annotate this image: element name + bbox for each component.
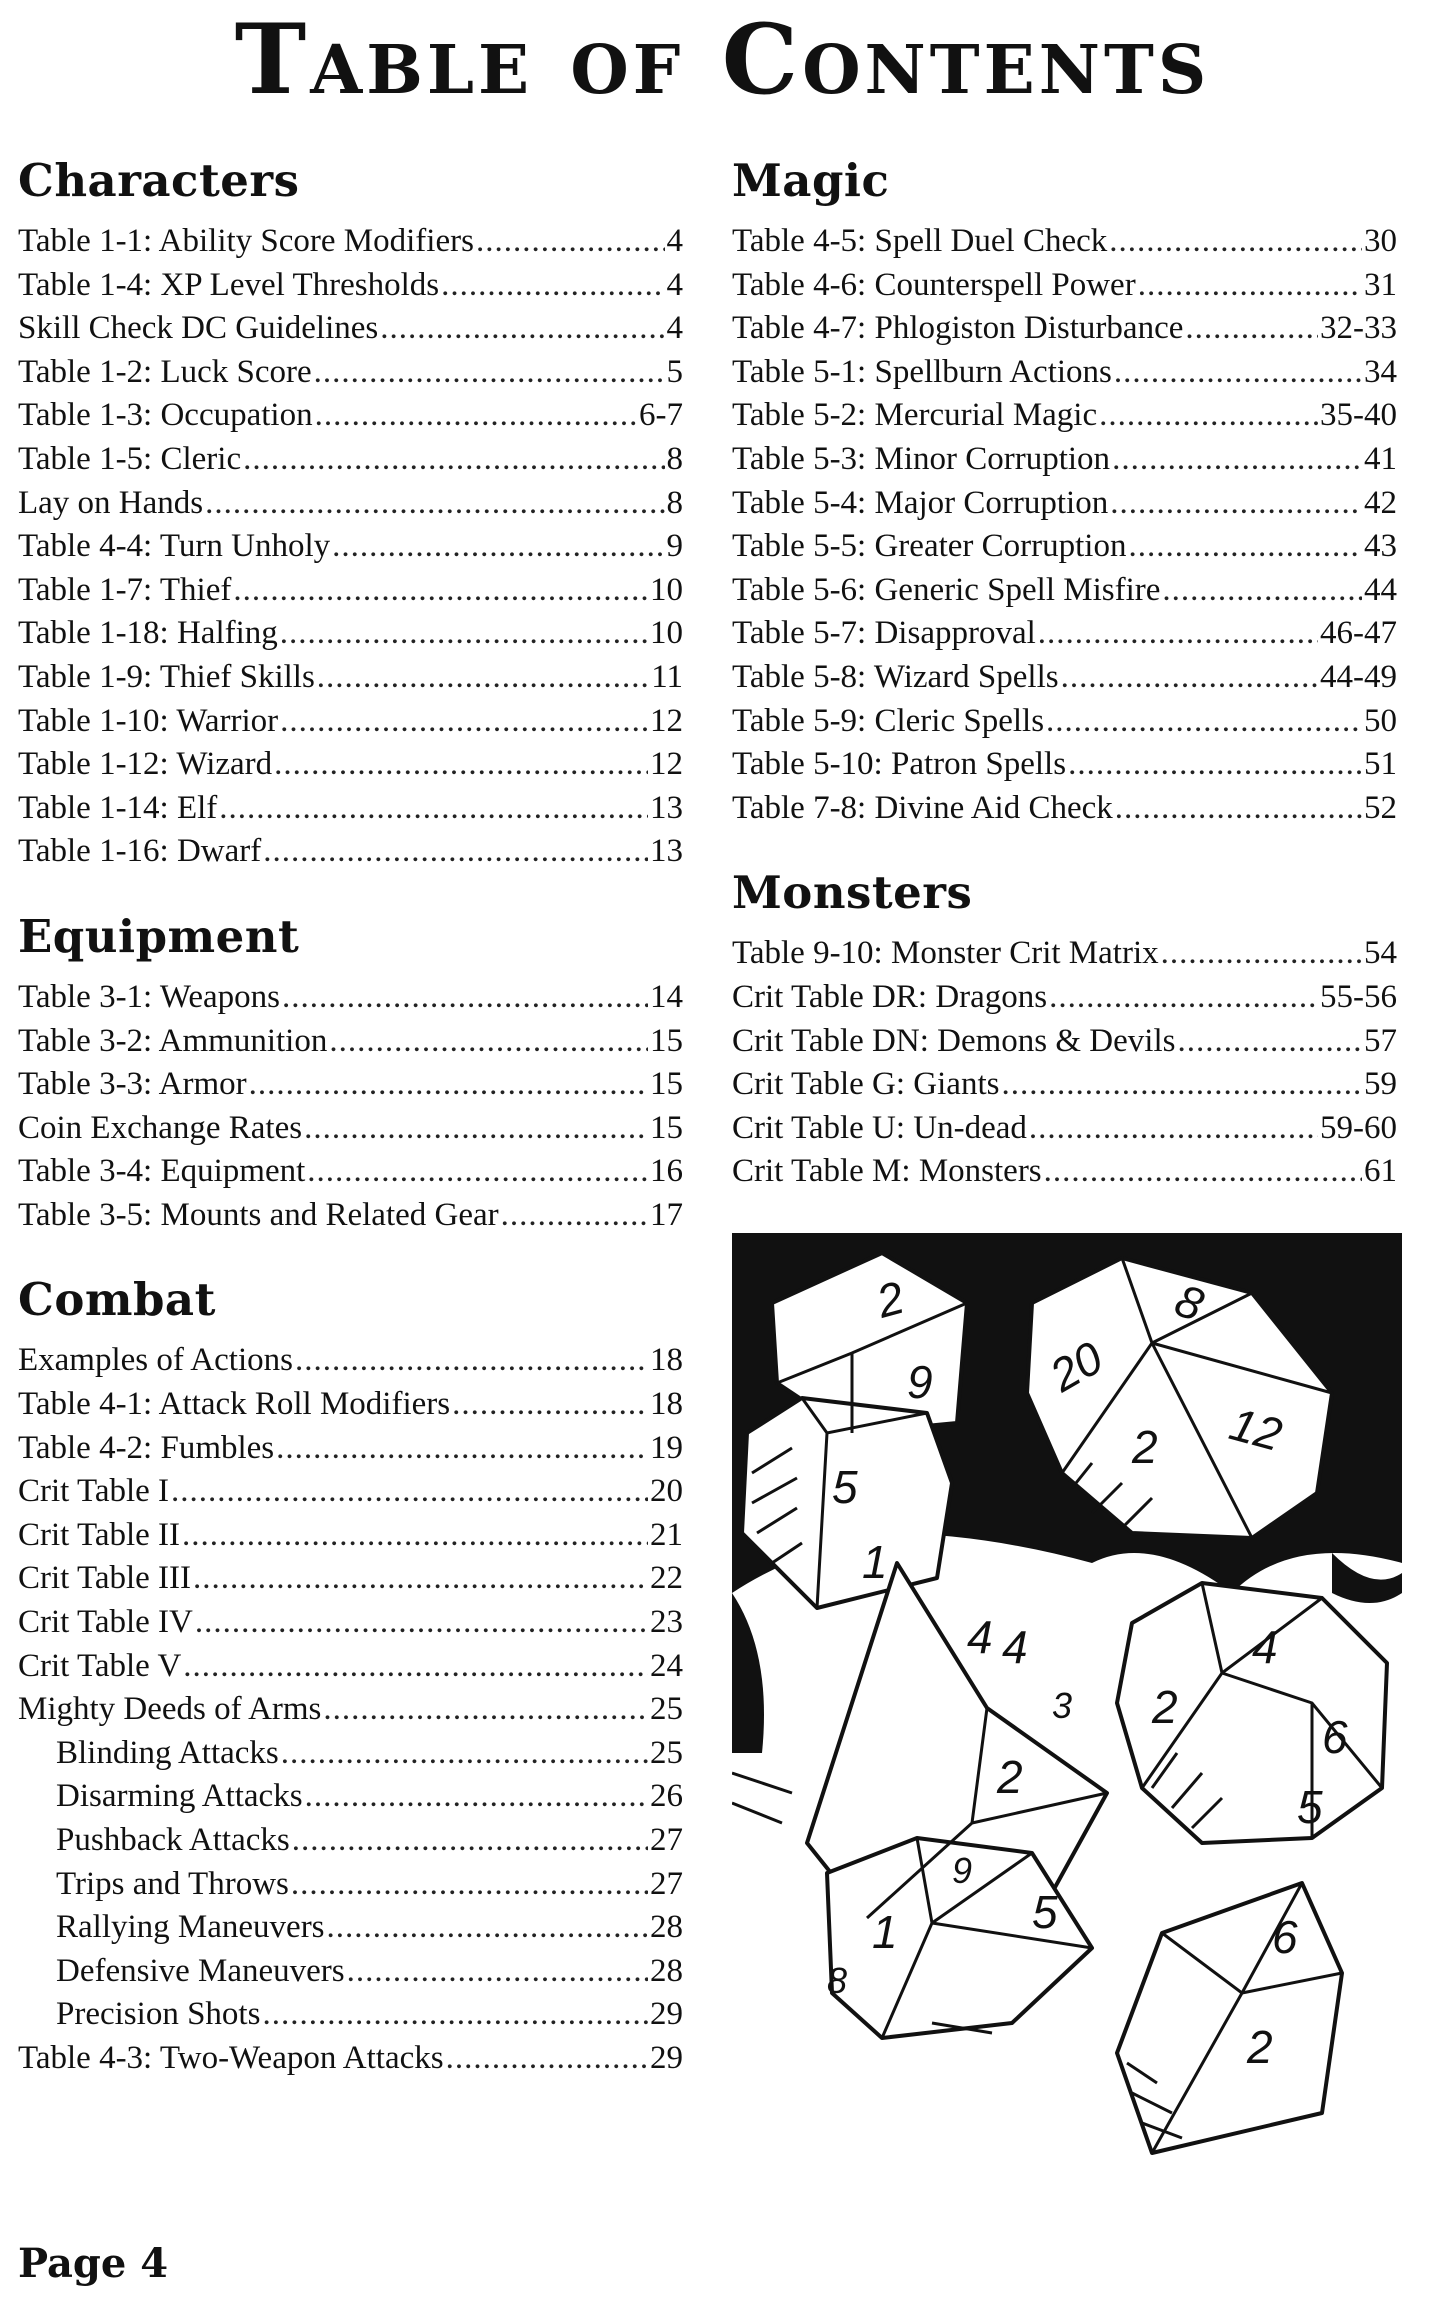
die-number: 9 [907, 1356, 933, 1408]
section-equipment [18, 906, 683, 1238]
dot-leader [276, 1427, 648, 1471]
dot-leader [291, 1863, 648, 1907]
toc-entry [18, 2037, 683, 2081]
toc-entry-title: Table 9-10: Monster Crit Matrix [732, 935, 1159, 972]
toc-entry-title: Table 5-2: Mercurial Magic [732, 397, 1098, 434]
dot-leader [263, 830, 648, 874]
toc-entry-page: 6-7 [639, 397, 683, 434]
entry-list-monsters [732, 932, 1397, 1194]
toc-entry-page: 11 [651, 658, 683, 695]
toc-entry [732, 438, 1397, 482]
toc-entry [18, 1063, 683, 1107]
toc-entry [18, 394, 683, 438]
toc-entry-title: Table 3-3: Armor [18, 1066, 247, 1103]
dot-leader [193, 1557, 648, 1601]
dot-leader [317, 656, 649, 700]
toc-entry-title: Crit Table III [18, 1560, 192, 1597]
toc-entry-title: Table 1-10: Warrior [18, 702, 279, 739]
toc-entry-page: 8 [666, 484, 683, 521]
dot-leader [1068, 743, 1362, 787]
dot-leader [1110, 482, 1362, 526]
dot-leader [446, 2037, 648, 2081]
toc-entry-title: Defensive Maneuvers [56, 1952, 345, 1989]
toc-entry [18, 220, 683, 264]
dot-leader [1177, 1020, 1362, 1064]
toc-entry [18, 1339, 683, 1383]
toc-entry [18, 1906, 683, 1950]
dot-leader [1115, 787, 1362, 831]
section-monsters [732, 862, 1397, 1194]
toc-entry [732, 932, 1397, 976]
toc-entry-title: Disarming Attacks [56, 1778, 303, 1815]
toc-entry-title: Crit Table V [18, 1647, 182, 1684]
toc-entry-page: 12 [650, 702, 683, 739]
dot-leader [304, 1107, 648, 1151]
dot-leader [1061, 656, 1318, 700]
toc-entry [18, 656, 683, 700]
dot-leader [205, 482, 664, 526]
dot-leader [1114, 351, 1362, 395]
die-number: 2 [1247, 2021, 1273, 2073]
dot-leader [1046, 700, 1362, 744]
dot-leader [327, 1906, 648, 1950]
toc-entry-title: Table 5-3: Minor Corruption [732, 440, 1111, 477]
dot-leader [307, 1150, 648, 1194]
section-heading-combat: Combat [18, 1273, 216, 1327]
toc-entry-page: 27 [650, 1822, 683, 1858]
toc-entry-title: Table 7-8: Divine Aid Check [732, 789, 1113, 826]
dot-leader [1001, 1063, 1362, 1107]
toc-entry-page: 13 [650, 789, 683, 826]
toc-entry-page: 12 [650, 746, 683, 783]
toc-entry-title: Table 1-7: Thief [18, 571, 232, 608]
toc-entry [18, 830, 683, 874]
die-number: 2 [1132, 1421, 1158, 1473]
die-number: 4 [1252, 1621, 1278, 1673]
toc-entry [18, 1775, 683, 1819]
toc-entry-title: Table 4-2: Fumbles [18, 1429, 275, 1466]
die-number: 4 [1002, 1621, 1028, 1673]
toc-entry [18, 1194, 683, 1238]
dot-leader [295, 1339, 648, 1383]
toc-entry-page: 41 [1364, 440, 1397, 477]
entry-list-combat [18, 1339, 683, 2080]
toc-entry [18, 1557, 683, 1601]
dot-leader [1162, 569, 1362, 613]
toc-entry [18, 351, 683, 395]
toc-entry-page: 25 [650, 1691, 683, 1728]
toc-entry-page: 50 [1364, 702, 1397, 739]
toc-entry [18, 1383, 683, 1427]
die-number: 2 [997, 1751, 1023, 1803]
die-number: 3 [1052, 1685, 1073, 1726]
toc-entry-page: 22 [650, 1560, 683, 1597]
toc-entry [18, 743, 683, 787]
toc-entry [18, 1470, 683, 1514]
die-number: 5 [1032, 1886, 1058, 1938]
toc-entry [732, 787, 1397, 831]
toc-entry-page: 31 [1364, 266, 1397, 303]
die-number: 1 [862, 1536, 888, 1588]
dot-leader [292, 1819, 648, 1863]
toc-entry-title: Table 1-9: Thief Skills [18, 658, 315, 695]
toc-entry [732, 1107, 1397, 1151]
toc-entry-page: 23 [650, 1604, 683, 1641]
toc-entry-page: 4 [666, 310, 683, 347]
toc-entry [18, 787, 683, 831]
dot-leader [249, 1063, 648, 1107]
toc-entry [732, 612, 1397, 656]
toc-entry [732, 700, 1397, 744]
toc-entry-page: 24 [650, 1647, 683, 1684]
toc-entry [732, 482, 1397, 526]
toc-entry [18, 700, 683, 744]
toc-entry-page: 51 [1364, 746, 1397, 783]
toc-entry [732, 307, 1397, 351]
dot-leader [1185, 307, 1318, 351]
dot-leader [281, 1732, 648, 1776]
die-number: 8 [827, 1960, 848, 2001]
section-magic [732, 150, 1397, 830]
toc-entry [732, 1150, 1397, 1194]
dot-leader [171, 1470, 648, 1514]
dot-leader [441, 264, 664, 308]
toc-entry [18, 264, 683, 308]
toc-entry [732, 394, 1397, 438]
toc-entry-title: Crit Table IV [18, 1604, 193, 1641]
die-number: 5 [1297, 1781, 1323, 1833]
toc-entry-page: 30 [1364, 223, 1397, 259]
dot-leader [262, 1993, 648, 2037]
dot-leader [329, 1020, 648, 1064]
toc-entry-title: Table 1-16: Dwarf [18, 833, 262, 870]
toc-entry-title: Table 1-3: Occupation [18, 397, 313, 434]
toc-entry [732, 264, 1397, 308]
toc-entry-title: Coin Exchange Rates [18, 1109, 303, 1146]
toc-entry-title: Mighty Deeds of Arms [18, 1691, 322, 1728]
toc-entry-page: 61 [1364, 1153, 1397, 1190]
toc-entry-page: 15 [650, 1109, 683, 1146]
toc-entry-title: Table 1-14: Elf [18, 789, 218, 826]
toc-entry-title: Pushback Attacks [56, 1822, 290, 1858]
section-heading-magic: Magic [732, 154, 890, 207]
toc-entry-page: 25 [650, 1734, 683, 1771]
dot-leader [1109, 220, 1362, 264]
page-title: Table of Contents [234, 3, 1211, 116]
dot-leader [347, 1950, 648, 1994]
dot-leader [1128, 525, 1362, 569]
toc-entry-title: Table 4-5: Spell Duel Check [732, 223, 1108, 259]
toc-entry-title: Table 1-12: Wizard [18, 746, 273, 783]
toc-entry [732, 1063, 1397, 1107]
toc-entry-title: Crit Table G: Giants [732, 1066, 1000, 1103]
toc-entry-title: Rallying Maneuvers [56, 1909, 325, 1946]
die-number: 20 [1041, 1331, 1112, 1402]
dot-leader [1038, 612, 1318, 656]
toc-entry-page: 21 [650, 1516, 683, 1553]
dot-leader [183, 1645, 648, 1689]
toc-entry-page: 29 [650, 2039, 683, 2076]
toc-entry-page: 32-33 [1320, 310, 1397, 347]
toc-entry-title: Table 1-2: Luck Score [18, 353, 312, 390]
toc-entry [18, 1107, 683, 1151]
die-number: 8 [1168, 1273, 1211, 1332]
die-number: 6 [1322, 1711, 1348, 1763]
die-number: 9 [952, 1850, 973, 1891]
toc-entry-page: 15 [650, 1022, 683, 1059]
dot-leader [233, 569, 648, 613]
die-number: 5 [832, 1461, 858, 1513]
toc-entry-page: 5 [666, 353, 683, 390]
toc-entry [18, 612, 683, 656]
toc-entry-title: Trips and Throws [56, 1865, 289, 1902]
toc-entry-page: 4 [666, 223, 683, 259]
dot-leader [195, 1601, 648, 1645]
toc-entry-page: 10 [650, 615, 683, 652]
dot-leader [1049, 976, 1318, 1020]
toc-entry-title: Table 5-9: Cleric Spells [732, 702, 1045, 739]
toc-entry [732, 1020, 1397, 1064]
toc-entry-title: Table 3-1: Weapons [18, 978, 281, 1015]
toc-entry [732, 525, 1397, 569]
die-number: 2 [1152, 1681, 1178, 1733]
toc-entry [18, 1514, 683, 1558]
toc-entry-title: Table 4-7: Phlogiston Disturbance [732, 310, 1184, 347]
toc-entry-title: Table 1-4: XP Level Thresholds [18, 266, 440, 303]
toc-entry-page: 44-49 [1320, 658, 1397, 695]
toc-entry-title: Blinding Attacks [56, 1734, 279, 1771]
toc-entry [18, 482, 683, 526]
toc-entry-page: 19 [650, 1429, 683, 1466]
dot-leader [1044, 1150, 1362, 1194]
toc-entry-title: Table 5-7: Disapproval [732, 615, 1036, 652]
toc-entry-title: Table 3-5: Mounts and Related Gear [18, 1196, 499, 1233]
toc-entry [18, 1732, 683, 1776]
right-column [732, 150, 1397, 1226]
toc-entry-page: 59-60 [1320, 1109, 1397, 1146]
toc-entry-page: 44 [1364, 571, 1397, 608]
toc-entry-title: Lay on Hands [18, 484, 204, 521]
dot-leader [1099, 394, 1318, 438]
section-combat [18, 1269, 683, 2080]
toc-entry [18, 525, 683, 569]
toc-entry-title: Crit Table I [18, 1473, 170, 1510]
toc-entry-title: Table 5-10: Patron Spells [732, 746, 1067, 783]
toc-entry-title: Table 5-4: Major Corruption [732, 484, 1109, 521]
toc-entry-title: Crit Table DR: Dragons [732, 978, 1048, 1015]
dot-leader [274, 743, 648, 787]
toc-entry-title: Table 1-5: Cleric [18, 440, 242, 477]
toc-entry [18, 1601, 683, 1645]
toc-entry [18, 438, 683, 482]
toc-entry-page: 18 [650, 1342, 683, 1379]
page-number: Page 4 [18, 2240, 169, 2287]
dot-leader [219, 787, 648, 831]
toc-entry-title: Table 1-1: Ability Score Modifiers [18, 223, 474, 259]
dot-leader [1112, 438, 1362, 482]
dot-leader [323, 1688, 648, 1732]
toc-entry [18, 1819, 683, 1863]
toc-entry-page: 26 [650, 1778, 683, 1815]
toc-entry-page: 34 [1364, 353, 1397, 390]
toc-entry-title: Skill Check DC Guidelines [18, 310, 379, 347]
toc-entry-page: 43 [1364, 528, 1397, 565]
toc-entry-page: 28 [650, 1909, 683, 1946]
toc-entry-page: 10 [650, 571, 683, 608]
toc-entry [732, 976, 1397, 1020]
toc-entry [732, 351, 1397, 395]
toc-entry-title: Crit Table DN: Demons & Devils [732, 1022, 1176, 1059]
toc-entry-page: 17 [650, 1196, 683, 1233]
dot-leader [280, 612, 648, 656]
toc-entry [18, 1150, 683, 1194]
section-heading-monsters: Monsters [732, 866, 973, 920]
toc-entry [18, 1863, 683, 1907]
toc-entry-page: 52 [1364, 789, 1397, 826]
toc-entry [18, 1993, 683, 2037]
toc-entry-page: 13 [650, 833, 683, 870]
toc-entry [18, 569, 683, 613]
toc-entry-title: Table 3-2: Ammunition [18, 1022, 328, 1059]
dot-leader [305, 1775, 648, 1819]
toc-entry [732, 220, 1397, 264]
dot-leader [1161, 932, 1362, 976]
toc-entry-title: Crit Table M: Monsters [732, 1153, 1042, 1190]
dot-leader [1138, 264, 1362, 308]
dot-leader [315, 394, 637, 438]
toc-entry [18, 1950, 683, 1994]
toc-entry-title: Crit Table U: Un-dead [732, 1109, 1027, 1146]
toc-entry-page: 16 [650, 1153, 683, 1190]
toc-entry-title: Table 4-4: Turn Unholy [18, 528, 331, 565]
dot-leader [380, 307, 664, 351]
dot-leader [182, 1514, 648, 1558]
toc-entry-title: Table 1-18: Halfing [18, 615, 278, 652]
die-number: 6 [1272, 1911, 1298, 1963]
entry-list-magic [732, 220, 1397, 830]
toc-entry [18, 1688, 683, 1732]
toc-entry-title: Table 4-3: Two-Weapon Attacks [18, 2039, 444, 2076]
toc-entry [18, 976, 683, 1020]
toc-entry-page: 15 [650, 1066, 683, 1103]
left-column [18, 150, 683, 2113]
dot-leader [280, 700, 648, 744]
toc-entry-page: 35-40 [1320, 397, 1397, 434]
toc-entry-page: 18 [650, 1386, 683, 1423]
toc-entry [18, 1020, 683, 1064]
toc-entry-title: Crit Table II [18, 1516, 181, 1553]
dot-leader [332, 525, 664, 569]
toc-entry [732, 569, 1397, 613]
toc-entry [732, 743, 1397, 787]
section-heading-characters: Characters [18, 154, 300, 207]
toc-entry-page: 54 [1364, 935, 1397, 972]
toc-entry-page: 28 [650, 1952, 683, 1989]
dot-leader [476, 220, 665, 264]
toc-entry-page: 8 [666, 440, 683, 477]
entry-list-equipment [18, 976, 683, 1238]
toc-entry [18, 1427, 683, 1471]
toc-entry-page: 46-47 [1320, 615, 1397, 652]
die-number: 1 [872, 1906, 898, 1958]
die-number: 12 [1224, 1397, 1288, 1461]
dot-leader [1029, 1107, 1318, 1151]
section-characters [18, 150, 683, 874]
die-number: 2 [871, 1270, 910, 1328]
toc-entry-page: 57 [1364, 1022, 1397, 1059]
dot-leader [452, 1383, 648, 1427]
toc-entry [732, 656, 1397, 700]
toc-entry-page: 14 [650, 978, 683, 1015]
toc-entry [18, 307, 683, 351]
toc-entry-page: 29 [650, 1996, 683, 2033]
toc-entry-title: Table 5-8: Wizard Spells [732, 658, 1059, 695]
toc-entry-title: Examples of Actions [18, 1342, 293, 1379]
toc-entry-title: Table 5-6: Generic Spell Misfire [732, 571, 1161, 608]
toc-entry-page: 59 [1364, 1066, 1397, 1103]
toc-entry-title: Table 3-4: Equipment [18, 1153, 306, 1190]
dot-leader [314, 351, 665, 395]
dot-leader [282, 976, 648, 1020]
toc-entry-title: Table 4-1: Attack Roll Modifiers [18, 1386, 451, 1423]
die-number: 4 [967, 1611, 993, 1663]
dot-leader [243, 438, 664, 482]
entry-list-characters [18, 220, 683, 874]
toc-entry [18, 1645, 683, 1689]
section-heading-equipment: Equipment [18, 909, 300, 963]
toc-entry-title: Table 4-6: Counterspell Power [732, 266, 1136, 303]
toc-entry-title: Table 5-5: Greater Corruption [732, 528, 1127, 565]
toc-entry-page: 42 [1364, 484, 1397, 521]
toc-entry-page: 55-56 [1320, 978, 1397, 1015]
toc-entry-title: Table 5-1: Spellburn Actions [732, 353, 1112, 390]
toc-entry-page: 4 [666, 266, 683, 303]
dot-leader [501, 1194, 648, 1238]
toc-entry-page: 20 [650, 1473, 683, 1510]
dice-illustration [732, 1233, 1402, 2218]
toc-entry-page: 9 [666, 528, 683, 565]
toc-entry-page: 27 [650, 1865, 683, 1902]
toc-entry-title: Precision Shots [56, 1996, 261, 2033]
